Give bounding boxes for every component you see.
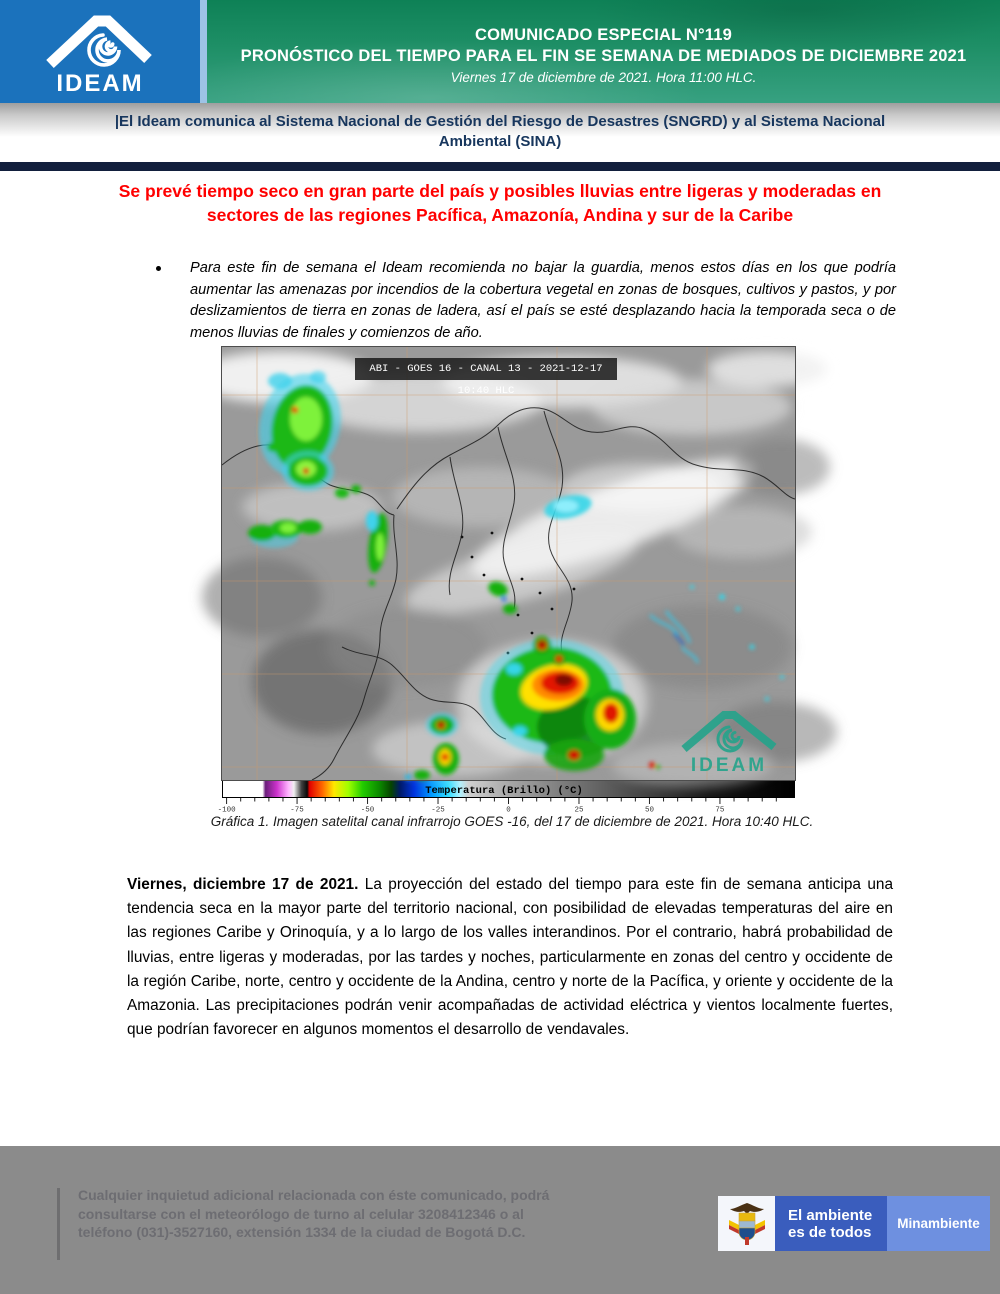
comunicado-title: COMUNICADO ESPECIAL N°119 [474,26,732,44]
colorbar-tick-label: 25 [574,806,584,815]
satellite-image-label: ABI - GOES 16 - CANAL 13 - 2021-12-17 10:40 HLC [355,358,617,380]
comunicado-date: Viernes 17 de diciembre de 2021. Hora 11:00 HLC. [450,70,757,85]
government-brand [718,1196,990,1251]
colorbar-tick-label: -50 [360,806,375,815]
forecast-paragraph [127,873,893,1042]
colorbar-tick-label: -75 [290,806,304,815]
colombia-coat-of-arms-icon [718,1196,775,1251]
minambiente-box: Minambiente [887,1196,990,1251]
colorbar-ticks [217,798,795,815]
colorbar-tick-label: 0 [506,806,511,815]
comunicado-subtitle: PRONÓSTICO DEL TIEMPO PARA EL FIN SE SEMANA DE MEDIADOS DE DICIEMBRE 2021 [240,47,967,65]
ambiente-slogan-line1: El ambiente [788,1206,873,1224]
colorbar-tick-label: 50 [644,806,654,815]
colorbar-tick-label: 75 [715,806,725,815]
ambiente-slogan-line2: es de todos [788,1223,872,1241]
forecast-date-lead: Viernes, diciembre 17 de 2021. [127,876,359,893]
recommendation-list [156,258,896,344]
figure-caption: Gráfica 1. Imagen satelital canal infrarrojo GOES -16, del 17 de diciembre de 2021. Hora 10:40 HLC. [210,814,814,829]
header-title-area [207,0,1000,103]
footer [0,1146,1000,1294]
ideam-watermark-word: IDEAM [690,755,768,776]
footer-vertical-rule [57,1188,60,1260]
ideam-logo-word: IDEAM [56,70,144,97]
navy-divider-bar [0,162,1000,171]
ideam-logo [0,0,200,103]
recommendation-item: Para este fin de semana el Ideam recomienda no bajar la guardia, menos estos días en los que podría aumentar las amenazas por incendios de la cobertura vegetal en zonas de bosques, cultivos y pastos, y por deslizamientos de tierra en zonas de ladera, así el país se esté desplazando hacia la temporada seca o de menos lluvias de finales y comienzos de año. [156,258,896,344]
ambiente-slogan-box [775,1196,887,1251]
forecast-text: La proyección del estado del tiempo para este fin de semana anticipa una tendencia seca en la mayor parte del territorio nacional, con posibilidad de elevadas temperaturas del aire en las regiones Caribe y Orinoquía, y a lo largo de los valles interandinos. Por el contrario, habrá probabilidad de lluvias, entre ligeras y moderadas, por las tardes y noches, particularmente en zonas del centro y occidente de la región Caribe, norte, centro y occidente de la Andina, centro y norte de la Pacífica, y oriente y occidente de la Amazonia. Las precipitaciones podrán venir acompañadas de actividad eléctrica y vientos localmente fuertes, que podrían favorecer en algunos momentos el desarrollo de vendavales. [127,876,894,1039]
ideam-roof-spiral-icon [42,8,158,74]
colorbar-title: Temperatura (Brillo) (°C) [425,785,583,797]
ideam-watermark-icon [674,705,784,757]
satellite-figure [210,347,814,829]
colorbar-tick-label: -25 [431,806,445,815]
ideam-watermark [674,705,784,777]
header-separator [200,0,207,103]
colorbar-tick-label: -100 [217,806,236,815]
sngrd-banner: |El Ideam comunica al Sistema Nacional de Gestión del Riesgo de Desastres (SNGRD) y al Sistema Nacional Ambiental (SINA) [114,113,886,150]
footer-contact-note: Cualquier inquietud adicional relacionada con éste comunicado, podrá consultarse con el meteorólogo de turno al celular 3208412346 o al teléfono (031)-3527160, extensión 1334 de la ciudad de Bogotá D.C. [78,1187,550,1240]
header [0,0,1000,103]
satellite-map [222,347,795,780]
headline: Se prevé tiempo seco en gran parte del país y posibles lluvias entre ligeras y moderadas en sectores de las regiones Pacífica, Amazonía, Andina y sur de la Caribe [118,181,882,225]
